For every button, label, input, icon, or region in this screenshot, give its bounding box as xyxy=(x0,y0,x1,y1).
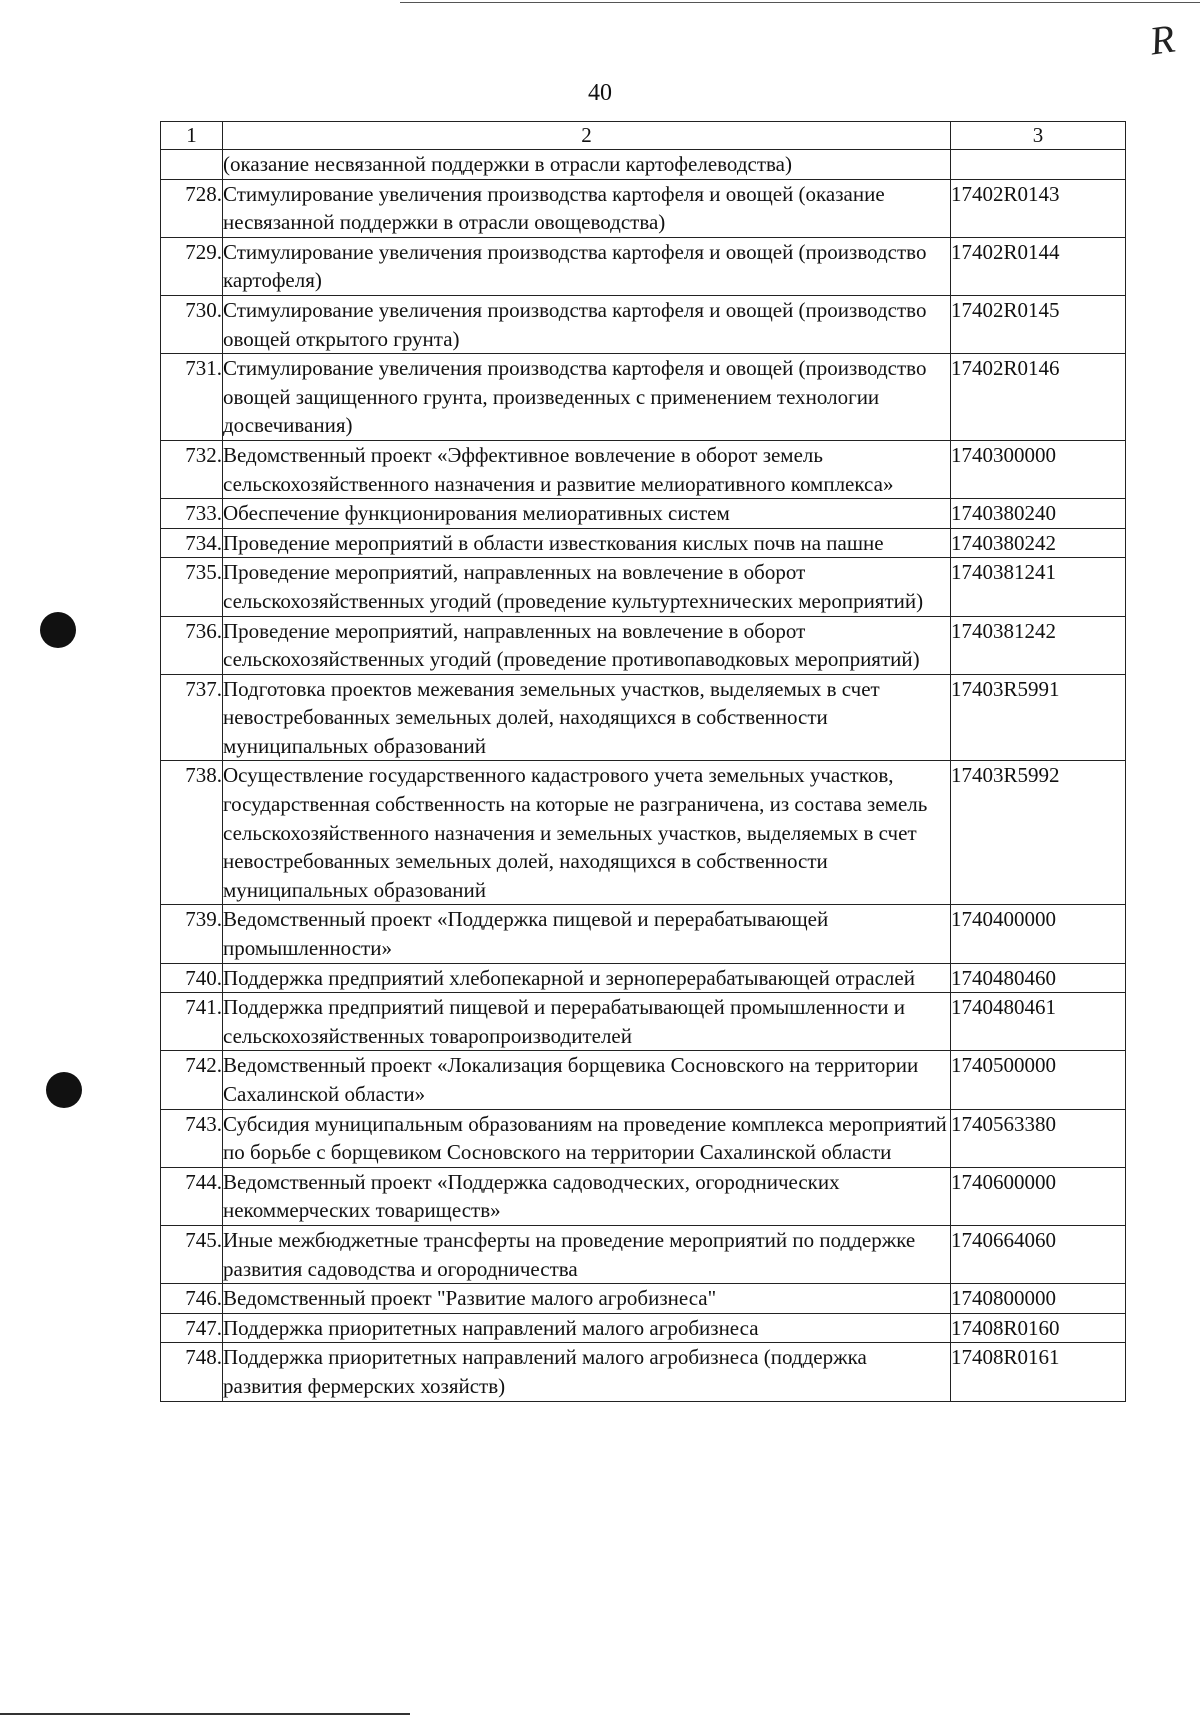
table-row xyxy=(161,150,1126,180)
row-description-cell: Ведомственный проект «Эффективное вовлечение в оборот земель сельскохозяйственного назначения и развитие мелиоративного комплекса» xyxy=(223,440,951,498)
page-number: 40 xyxy=(588,80,612,106)
row-number-cell: 740. xyxy=(161,963,223,993)
header-row xyxy=(161,122,1126,150)
table-row xyxy=(161,1051,1126,1109)
handwritten-mark: R xyxy=(1146,15,1178,64)
row-code-cell: 17403R5992 xyxy=(951,761,1126,905)
row-code-cell: 1740800000 xyxy=(951,1284,1126,1314)
row-description-cell: Обеспечение функционирования мелиоративных систем xyxy=(223,499,951,529)
row-code-cell xyxy=(951,150,1126,180)
row-code-cell: 1740380240 xyxy=(951,499,1126,529)
punch-hole xyxy=(40,612,76,648)
table-row xyxy=(161,761,1126,905)
row-number-cell: 737. xyxy=(161,674,223,761)
table-row xyxy=(161,1284,1126,1314)
scan-edge-top xyxy=(400,2,1200,3)
table-row xyxy=(161,1225,1126,1283)
row-description-cell: Поддержка приоритетных направлений малого агробизнеса (поддержка развития фермерских хозяйств) xyxy=(223,1343,951,1401)
row-code-cell: 1740380242 xyxy=(951,528,1126,558)
table-row xyxy=(161,1343,1126,1401)
table-row xyxy=(161,1313,1126,1343)
row-description-cell: Поддержка приоритетных направлений малого агробизнеса xyxy=(223,1313,951,1343)
table-row xyxy=(161,179,1126,237)
table-row xyxy=(161,295,1126,353)
row-description-cell: Стимулирование увеличения производства картофеля и овощей (производство овощей открытого грунта) xyxy=(223,295,951,353)
row-code-cell: 1740480460 xyxy=(951,963,1126,993)
row-description-cell: Поддержка предприятий пищевой и перерабатывающей промышленности и сельскохозяйственных товаропроизводителей xyxy=(223,993,951,1051)
column-header: 1 xyxy=(161,122,223,150)
row-number-cell: 729. xyxy=(161,237,223,295)
row-code-cell: 17402R0145 xyxy=(951,295,1126,353)
row-number-cell: 732. xyxy=(161,440,223,498)
row-description-cell: Подготовка проектов межевания земельных участков, выделяемых в счет невостребованных земельных долей, находящихся в собственности муниципальных образований xyxy=(223,674,951,761)
row-code-cell: 1740381241 xyxy=(951,558,1126,616)
row-code-cell: 17408R0160 xyxy=(951,1313,1126,1343)
row-description-cell: Стимулирование увеличения производства картофеля и овощей (оказание несвязанной поддержки в отрасли овощеводства) xyxy=(223,179,951,237)
column-header: 3 xyxy=(951,122,1126,150)
row-code-cell: 1740600000 xyxy=(951,1167,1126,1225)
row-description-cell: Ведомственный проект «Локализация борщевика Сосновского на территории Сахалинской области» xyxy=(223,1051,951,1109)
row-code-cell: 1740480461 xyxy=(951,993,1126,1051)
row-number-cell: 730. xyxy=(161,295,223,353)
budget-codes-table xyxy=(160,121,1126,1402)
row-code-cell: 1740300000 xyxy=(951,440,1126,498)
table-row xyxy=(161,528,1126,558)
table-row xyxy=(161,905,1126,963)
table-row xyxy=(161,237,1126,295)
row-number-cell: 748. xyxy=(161,1343,223,1401)
row-description-cell: Ведомственный проект "Развитие малого агробизнеса" xyxy=(223,1284,951,1314)
row-number-cell: 733. xyxy=(161,499,223,529)
table-row xyxy=(161,1109,1126,1167)
row-code-cell: 17408R0161 xyxy=(951,1343,1126,1401)
row-code-cell: 17402R0143 xyxy=(951,179,1126,237)
row-description-cell: Проведение мероприятий, направленных на вовлечение в оборот сельскохозяйственных угодий (проведение культуртехнических мероприятий) xyxy=(223,558,951,616)
scan-edge-bottom xyxy=(0,1713,410,1715)
row-description-cell: (оказание несвязанной поддержки в отрасли картофелеводства) xyxy=(223,150,951,180)
row-description-cell: Проведение мероприятий, направленных на вовлечение в оборот сельскохозяйственных угодий (проведение противопаводковых мероприятий) xyxy=(223,616,951,674)
row-number-cell: 745. xyxy=(161,1225,223,1283)
row-number-cell: 739. xyxy=(161,905,223,963)
row-number-cell: 728. xyxy=(161,179,223,237)
row-number-cell: 734. xyxy=(161,528,223,558)
table-row xyxy=(161,993,1126,1051)
row-description-cell: Проведение мероприятий в области известкования кислых почв на пашне xyxy=(223,528,951,558)
row-number-cell: 744. xyxy=(161,1167,223,1225)
row-number-cell: 743. xyxy=(161,1109,223,1167)
row-description-cell: Поддержка предприятий хлебопекарной и зерноперерабатывающей отраслей xyxy=(223,963,951,993)
table-row xyxy=(161,963,1126,993)
row-code-cell: 1740563380 xyxy=(951,1109,1126,1167)
row-description-cell: Осуществление государственного кадастрового учета земельных участков, государственная собственность на которые не разграничена, из состава земель сельскохозяйственного назначения и земельных участков, выделяемых в счет невостребованных земельных долей, находящихся в собственности муниципальных образований xyxy=(223,761,951,905)
row-number-cell: 741. xyxy=(161,993,223,1051)
row-description-cell: Ведомственный проект «Поддержка садоводческих, огороднических некоммерческих товариществ» xyxy=(223,1167,951,1225)
row-description-cell: Ведомственный проект «Поддержка пищевой и перерабатывающей промышленности» xyxy=(223,905,951,963)
row-code-cell: 1740400000 xyxy=(951,905,1126,963)
row-code-cell: 1740381242 xyxy=(951,616,1126,674)
row-number-cell: 735. xyxy=(161,558,223,616)
row-number-cell: 747. xyxy=(161,1313,223,1343)
row-number-cell: 738. xyxy=(161,761,223,905)
row-number-cell xyxy=(161,150,223,180)
punch-hole xyxy=(46,1072,82,1108)
table-row xyxy=(161,354,1126,441)
table-row xyxy=(161,1167,1126,1225)
row-number-cell: 736. xyxy=(161,616,223,674)
row-number-cell: 746. xyxy=(161,1284,223,1314)
row-code-cell: 1740664060 xyxy=(951,1225,1126,1283)
row-description-cell: Стимулирование увеличения производства картофеля и овощей (производство картофеля) xyxy=(223,237,951,295)
column-header: 2 xyxy=(223,122,951,150)
table-row xyxy=(161,616,1126,674)
row-description-cell: Иные межбюджетные трансферты на проведение мероприятий по поддержке развития садоводства и огородничества xyxy=(223,1225,951,1283)
table-row xyxy=(161,440,1126,498)
table-row xyxy=(161,499,1126,529)
row-code-cell: 17402R0144 xyxy=(951,237,1126,295)
table-row xyxy=(161,674,1126,761)
row-number-cell: 742. xyxy=(161,1051,223,1109)
row-description-cell: Стимулирование увеличения производства картофеля и овощей (производство овощей защищенного грунта, произведенных с применением технологии досвечивания) xyxy=(223,354,951,441)
row-number-cell: 731. xyxy=(161,354,223,441)
row-code-cell: 1740500000 xyxy=(951,1051,1126,1109)
row-code-cell: 17403R5991 xyxy=(951,674,1126,761)
row-description-cell: Субсидия муниципальным образованиям на проведение комплекса мероприятий по борьбе с борщевиком Сосновского на территории Сахалинской области xyxy=(223,1109,951,1167)
table-row xyxy=(161,558,1126,616)
row-code-cell: 17402R0146 xyxy=(951,354,1126,441)
